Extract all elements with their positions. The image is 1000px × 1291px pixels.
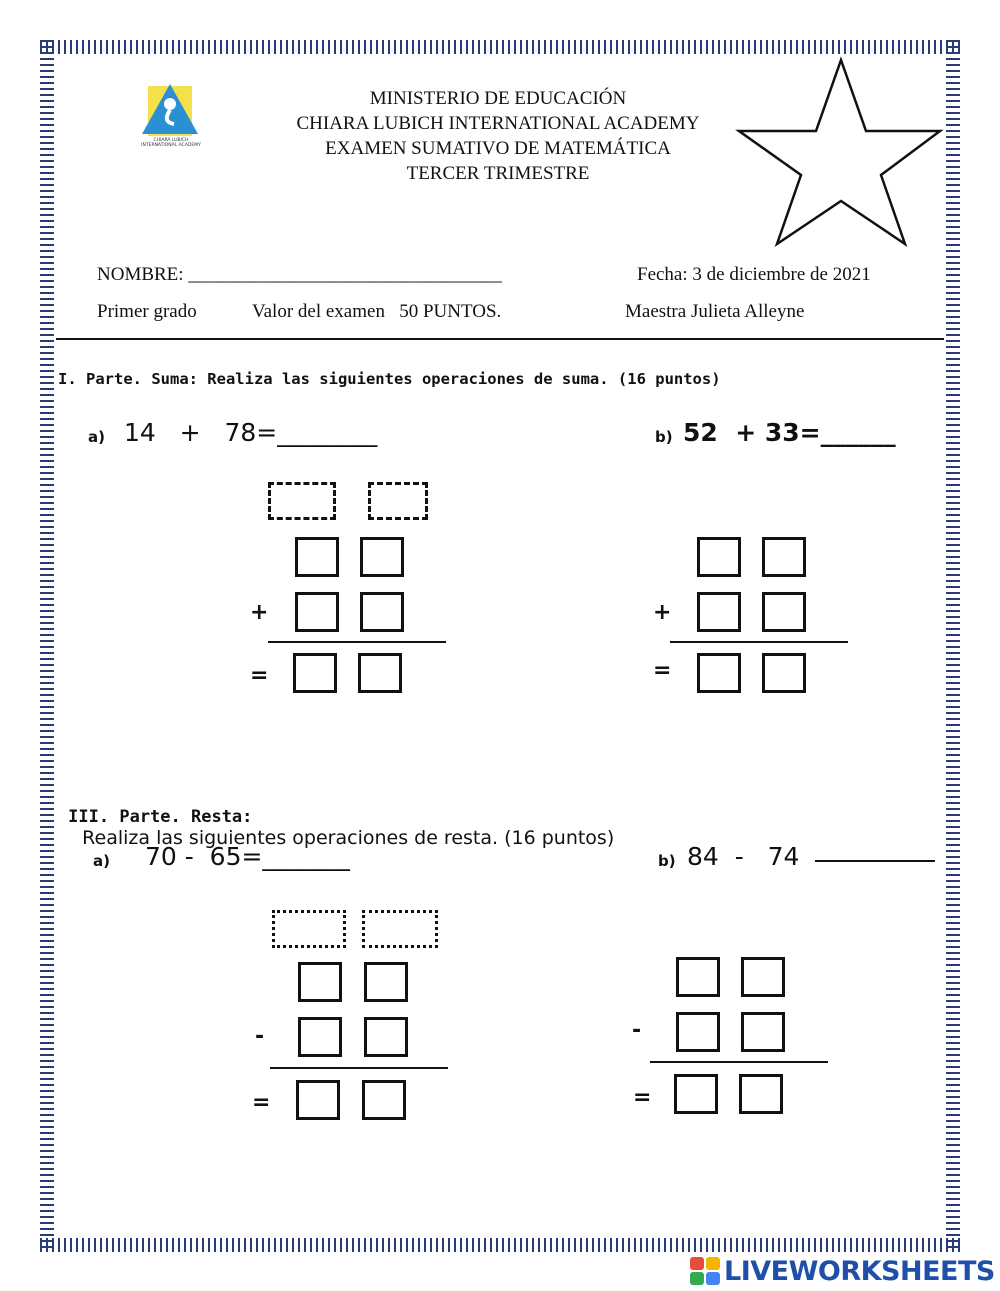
name-field[interactable]: NOMBRE: _________________________________ [97, 264, 502, 285]
borrow-box[interactable] [272, 910, 346, 948]
border-left [40, 40, 54, 1252]
sum-line [268, 641, 446, 643]
equals-sign: = [653, 658, 672, 683]
liveworksheets-text: LIVEWORKSHEETS [724, 1255, 995, 1287]
liveworksheets-brand[interactable] [690, 1255, 995, 1287]
answer-box[interactable] [674, 1074, 718, 1114]
answer-box[interactable] [293, 653, 337, 693]
digit-box[interactable] [676, 957, 720, 997]
carry-box[interactable] [268, 482, 336, 520]
header-divider [56, 338, 944, 340]
border-top [40, 40, 960, 54]
digit-box[interactable] [298, 962, 342, 1002]
digit-box[interactable] [741, 957, 785, 997]
digit-box[interactable] [298, 1017, 342, 1057]
plus-sign: + [250, 600, 269, 625]
part3-title [58, 788, 614, 849]
equals-sign: = [633, 1085, 652, 1110]
logo-caption: CHIARA LUBICH INTERNATIONAL ACADEMY [141, 138, 201, 148]
trimester: TERCER TRIMESTRE [406, 163, 590, 184]
sum-line [670, 641, 848, 643]
equals-sign: = [250, 663, 269, 688]
digit-box[interactable] [697, 537, 741, 577]
part3-title-rest: Realiza las siguientes operaciones de resta. (16 puntos) [82, 827, 615, 849]
carry-box[interactable] [368, 482, 428, 520]
digit-box[interactable] [295, 537, 339, 577]
digit-box[interactable] [697, 592, 741, 632]
digit-box[interactable] [762, 537, 806, 577]
minus-sign: - [632, 1018, 642, 1043]
answer-box[interactable] [739, 1074, 783, 1114]
part1-b-expression[interactable]: 52 + 33=______ [683, 418, 896, 447]
answer-box[interactable] [697, 653, 741, 693]
digit-box[interactable] [741, 1012, 785, 1052]
exam-value: Valor del examen 50 PUNTOS. [252, 301, 502, 322]
liveworksheets-logo-icon [690, 1257, 720, 1285]
school-name: CHIARA LUBICH INTERNATIONAL ACADEMY [296, 113, 700, 134]
answer-box[interactable] [358, 653, 402, 693]
digit-box[interactable] [762, 592, 806, 632]
answer-box[interactable] [362, 1080, 406, 1120]
school-logo [140, 82, 200, 154]
answer-line[interactable] [815, 860, 935, 862]
part3-a-expression[interactable]: 70 - 65=_______ [145, 842, 350, 871]
part3-a-label: a) [93, 852, 110, 870]
subtraction-line [270, 1067, 448, 1069]
ministry-title: MINISTERIO DE EDUCACIÓN [369, 88, 627, 109]
grade: Primer grado [97, 301, 197, 322]
part1-a-expression[interactable]: 14 + 78=________ [124, 418, 378, 447]
part3-b-expression[interactable]: 84 - 74 [687, 842, 800, 871]
answer-box[interactable] [762, 653, 806, 693]
exam-date: Fecha: 3 de diciembre de 2021 [637, 264, 871, 285]
minus-sign: - [255, 1024, 265, 1049]
star-icon [735, 56, 945, 248]
part1-a-label: a) [88, 428, 105, 446]
digit-box[interactable] [364, 962, 408, 1002]
exam-title: EXAMEN SUMATIVO DE MATEMÁTICA [325, 138, 671, 159]
subtraction-line [650, 1061, 828, 1063]
border-bottom [40, 1238, 960, 1252]
part3-b-label: b) [658, 852, 676, 870]
digit-box[interactable] [360, 592, 404, 632]
part1-title: I. Parte. Suma: Realiza las siguientes operaciones de suma. (16 puntos) [58, 370, 721, 388]
borrow-box[interactable] [362, 910, 438, 948]
equals-sign: = [252, 1090, 271, 1115]
digit-box[interactable] [295, 592, 339, 632]
plus-sign: + [653, 600, 672, 625]
part3-title-bold: III. Parte. Resta: [68, 807, 253, 827]
digit-box[interactable] [364, 1017, 408, 1057]
part1-b-label: b) [655, 428, 673, 446]
border-right [946, 40, 960, 1252]
digit-box[interactable] [360, 537, 404, 577]
teacher: Maestra Julieta Alleyne [625, 301, 805, 322]
answer-box[interactable] [296, 1080, 340, 1120]
digit-box[interactable] [676, 1012, 720, 1052]
